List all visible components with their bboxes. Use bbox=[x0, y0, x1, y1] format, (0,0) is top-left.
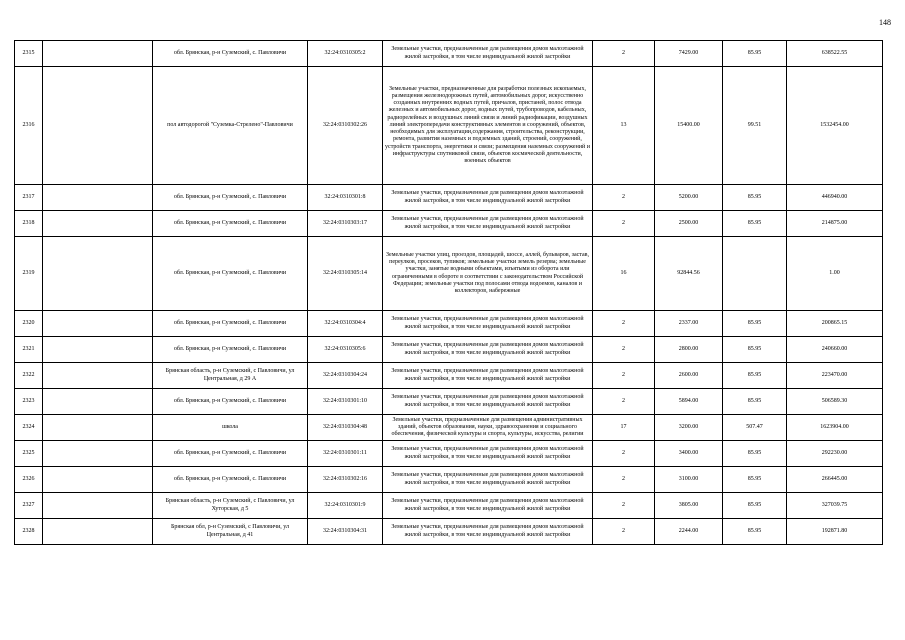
cadastral-value-cell: 200865.15 bbox=[787, 311, 883, 337]
cadastral-value-cell: 446940.00 bbox=[787, 185, 883, 211]
table-row bbox=[15, 441, 883, 467]
use-group-cell: 2 bbox=[593, 311, 655, 337]
land-use-purpose-cell: Земельные участки, предназначенные для размещения домов малоэтажной жилой застройки, в том числе индивидуальной жилой застройки bbox=[383, 519, 593, 545]
blank-cell bbox=[43, 467, 153, 493]
blank-cell bbox=[43, 67, 153, 185]
use-group-cell: 2 bbox=[593, 467, 655, 493]
cadastral-number-cell: 32:24:0310304:4 bbox=[308, 311, 383, 337]
table-row bbox=[15, 389, 883, 415]
land-use-purpose-cell: Земельные участки, предназначенные для размещения домов малоэтажной жилой застройки, в том числе индивидуальной жилой застройки bbox=[383, 311, 593, 337]
cadastral-value-cell: 192871.80 bbox=[787, 519, 883, 545]
cadastral-value-cell: 1.00 bbox=[787, 237, 883, 311]
specific-value-cell: 85.95 bbox=[723, 363, 787, 389]
row-number: 2325 bbox=[15, 441, 43, 467]
specific-value-cell: 85.95 bbox=[723, 467, 787, 493]
use-group-cell: 2 bbox=[593, 389, 655, 415]
row-number: 2315 bbox=[15, 41, 43, 67]
land-use-purpose-cell: Земельные участки, предназначенные для размещения домов малоэтажной жилой застройки, в том числе индивидуальной жилой застройки bbox=[383, 41, 593, 67]
use-group-cell: 2 bbox=[593, 519, 655, 545]
blank-cell bbox=[43, 237, 153, 311]
table-row bbox=[15, 493, 883, 519]
cadastral-value-cell: 327039.75 bbox=[787, 493, 883, 519]
cadastral-number-cell: 32:24:0310301:11 bbox=[308, 441, 383, 467]
land-use-purpose-cell: Земельные участки, предназначенные для размещения домов малоэтажной жилой застройки, в том числе индивидуальной жилой застройки bbox=[383, 467, 593, 493]
land-use-purpose-cell: Земельные участки, предназначенные для размещения домов малоэтажной жилой застройки, в том числе индивидуальной жилой застройки bbox=[383, 185, 593, 211]
use-group-cell: 2 bbox=[593, 337, 655, 363]
blank-cell bbox=[43, 519, 153, 545]
specific-value-cell: 85.95 bbox=[723, 211, 787, 237]
row-number: 2323 bbox=[15, 389, 43, 415]
use-group-cell: 2 bbox=[593, 41, 655, 67]
cadastral-value-cell: 223470.00 bbox=[787, 363, 883, 389]
blank-cell bbox=[43, 415, 153, 441]
specific-value-cell: 85.95 bbox=[723, 311, 787, 337]
specific-value-cell: 85.95 bbox=[723, 441, 787, 467]
area-cell: 7429.00 bbox=[655, 41, 723, 67]
row-number: 2317 bbox=[15, 185, 43, 211]
specific-value-cell: 85.95 bbox=[723, 493, 787, 519]
blank-cell bbox=[43, 337, 153, 363]
row-number: 2326 bbox=[15, 467, 43, 493]
cadastral-number-cell: 32:24:0310302:16 bbox=[308, 467, 383, 493]
table-row bbox=[15, 41, 883, 67]
cadastral-value-cell: 1532454.00 bbox=[787, 67, 883, 185]
address-cell: школа bbox=[153, 415, 308, 441]
row-number: 2327 bbox=[15, 493, 43, 519]
table-row bbox=[15, 311, 883, 337]
row-number: 2324 bbox=[15, 415, 43, 441]
area-cell: 2800.00 bbox=[655, 337, 723, 363]
cadastral-number-cell: 32:24:0310301:10 bbox=[308, 389, 383, 415]
area-cell: 3200.00 bbox=[655, 415, 723, 441]
area-cell: 92844.56 bbox=[655, 237, 723, 311]
blank-cell bbox=[43, 441, 153, 467]
cadastral-value-cell: 1623904.00 bbox=[787, 415, 883, 441]
land-use-purpose-cell: Земельные участки, предназначенные для размещения домов малоэтажной жилой застройки, в том числе индивидуальной жилой застройки bbox=[383, 363, 593, 389]
cadastral-number-cell: 32:24:0310305:2 bbox=[308, 41, 383, 67]
use-group-cell: 2 bbox=[593, 363, 655, 389]
cadastral-number-cell: 32:24:0310301:9 bbox=[308, 493, 383, 519]
land-use-purpose-cell: Земельные участки, предназначенные для размещения домов малоэтажной жилой застройки, в том числе индивидуальной жилой застройки bbox=[383, 211, 593, 237]
address-cell: Брянская область, р-н Суземский, с Павловичи, ул Центральная, д 29 А bbox=[153, 363, 308, 389]
area-cell: 2600.00 bbox=[655, 363, 723, 389]
specific-value-cell: 507.47 bbox=[723, 415, 787, 441]
blank-cell bbox=[43, 211, 153, 237]
table-row bbox=[15, 363, 883, 389]
specific-value-cell: 85.95 bbox=[723, 389, 787, 415]
blank-cell bbox=[43, 311, 153, 337]
land-use-purpose-cell: Земельные участки улиц, проездов, площадей, шоссе, аллей, бульваров, застав, переулков, просеков, тупиков; земельные участки земель резерва; земельные участки, занятые водными объектами, изъятыми из оборота или ограниченными в обороте в соответствии с законодательством Российской Федерации; земельные участки под полосами отвода водоемов, каналов и коллекторов, набережные bbox=[383, 237, 593, 311]
table-row bbox=[15, 185, 883, 211]
blank-cell bbox=[43, 493, 153, 519]
specific-value-cell: 85.95 bbox=[723, 41, 787, 67]
cadastral-number-cell: 32:24:0310302:26 bbox=[308, 67, 383, 185]
blank-cell bbox=[43, 185, 153, 211]
specific-value-cell: 85.95 bbox=[723, 519, 787, 545]
address-cell: обл. Брянская, р-н Суземский, с. Павловичи bbox=[153, 237, 308, 311]
area-cell: 5200.00 bbox=[655, 185, 723, 211]
table-row bbox=[15, 211, 883, 237]
address-cell: обл. Брянская, р-н Суземский, с. Павловичи bbox=[153, 441, 308, 467]
specific-value-cell: 85.95 bbox=[723, 185, 787, 211]
table-row bbox=[15, 519, 883, 545]
use-group-cell: 13 bbox=[593, 67, 655, 185]
land-use-purpose-cell: Земельные участки, предназначенные для размещения домов малоэтажной жилой застройки, в том числе индивидуальной жилой застройки bbox=[383, 441, 593, 467]
address-cell: обл. Брянская, р-н Суземский, с. Павловичи bbox=[153, 185, 308, 211]
table-row bbox=[15, 415, 883, 441]
area-cell: 3805.00 bbox=[655, 493, 723, 519]
address-cell: пол автодорогой "Суземка-Стрелено"-Павловичи bbox=[153, 67, 308, 185]
use-group-cell: 16 bbox=[593, 237, 655, 311]
address-cell: обл. Брянская, р-н Суземский, с. Павловичи bbox=[153, 211, 308, 237]
address-cell: обл. Брянская, р-н Суземский, с. Павловичи bbox=[153, 41, 308, 67]
land-use-purpose-cell: Земельные участки, предназначенные для разработки полезных ископаемых, размещения железнодорожных путей, автомобильных дорог, искусственно созданных внутренних водных путей, причалов, пристаней, полос отвода железных и автомобильных дорог, водных путей, трубопроводов, кабельных, радиорелейных и воздушных линий связи и линий радиофикации, воздушных линий электропередачи конструктивных элементов и сооружений, объектов, необходимых для эксплуатации,содержания, строительства, реконструкции, ремонта, развития наземных и подземных зданий, строений, сооружений, устройств транспорта, энергетики и связи; размещения наземных сооружений и инфраструктуры спутниковой связи, объектов космической деятельности, военных объектов bbox=[383, 67, 593, 185]
use-group-cell: 17 bbox=[593, 415, 655, 441]
use-group-cell: 2 bbox=[593, 441, 655, 467]
table-row bbox=[15, 67, 883, 185]
row-number: 2316 bbox=[15, 67, 43, 185]
cadastral-number-cell: 32:24:0310305:14 bbox=[308, 237, 383, 311]
cadastral-number-cell: 32:24:0310303:17 bbox=[308, 211, 383, 237]
cadastral-number-cell: 32:24:0310304:48 bbox=[308, 415, 383, 441]
cadastral-value-cell: 266445.00 bbox=[787, 467, 883, 493]
blank-cell bbox=[43, 389, 153, 415]
area-cell: 3400.00 bbox=[655, 441, 723, 467]
cadastral-value-cell: 506589.30 bbox=[787, 389, 883, 415]
area-cell: 3100.00 bbox=[655, 467, 723, 493]
cadastral-value-cell: 638522.55 bbox=[787, 41, 883, 67]
table-row bbox=[15, 237, 883, 311]
row-number: 2322 bbox=[15, 363, 43, 389]
use-group-cell: 2 bbox=[593, 493, 655, 519]
land-use-purpose-cell: Земельные участки, предназначенные для размещения домов малоэтажной жилой застройки, в том числе индивидуальной жилой застройки bbox=[383, 337, 593, 363]
row-number: 2318 bbox=[15, 211, 43, 237]
cadastral-number-cell: 32:24:0310301:8 bbox=[308, 185, 383, 211]
land-register-table bbox=[14, 40, 883, 545]
page-number: 148 bbox=[879, 18, 891, 27]
address-cell: обл. Брянская, р-н Суземский, с. Павловичи bbox=[153, 389, 308, 415]
cadastral-value-cell: 292230.00 bbox=[787, 441, 883, 467]
area-cell: 2500.00 bbox=[655, 211, 723, 237]
use-group-cell: 2 bbox=[593, 185, 655, 211]
cadastral-value-cell: 214875.00 bbox=[787, 211, 883, 237]
area-cell: 2244.00 bbox=[655, 519, 723, 545]
row-number: 2328 bbox=[15, 519, 43, 545]
area-cell: 2337.00 bbox=[655, 311, 723, 337]
address-cell: Брянская область, р-н Суземский, с Павловичи, ул Хуторская, д 5 bbox=[153, 493, 308, 519]
row-number: 2319 bbox=[15, 237, 43, 311]
specific-value-cell: 99.51 bbox=[723, 67, 787, 185]
cadastral-number-cell: 32:24:0310304:31 bbox=[308, 519, 383, 545]
address-cell: Брянская обл, р-н Суземский, с Павловичи, ул Центральная, д 41 bbox=[153, 519, 308, 545]
blank-cell bbox=[43, 363, 153, 389]
cadastral-number-cell: 32:24:0310305:6 bbox=[308, 337, 383, 363]
row-number: 2320 bbox=[15, 311, 43, 337]
cadastral-number-cell: 32:24:0310304:24 bbox=[308, 363, 383, 389]
use-group-cell: 2 bbox=[593, 211, 655, 237]
address-cell: обл. Брянская, р-н Суземский, с. Павловичи bbox=[153, 311, 308, 337]
table-row bbox=[15, 467, 883, 493]
land-use-purpose-cell: Земельные участки, предназначенные для размещения домов малоэтажной жилой застройки, в том числе индивидуальной жилой застройки bbox=[383, 493, 593, 519]
cadastral-value-cell: 240660.00 bbox=[787, 337, 883, 363]
address-cell: обл. Брянская, р-н Суземский, с. Павловичи bbox=[153, 337, 308, 363]
area-cell: 5894.00 bbox=[655, 389, 723, 415]
blank-cell bbox=[43, 41, 153, 67]
row-number: 2321 bbox=[15, 337, 43, 363]
land-use-purpose-cell: Земельные участки, предназначенные для размещения административных зданий, объектов образования, науки, здравоохранения и социального обеспечения, физической культуры и спорта, культуры, искусства, религии bbox=[383, 415, 593, 441]
table-row bbox=[15, 337, 883, 363]
area-cell: 15400.00 bbox=[655, 67, 723, 185]
land-use-purpose-cell: Земельные участки, предназначенные для размещения домов малоэтажной жилой застройки, в том числе индивидуальной жилой застройки bbox=[383, 389, 593, 415]
specific-value-cell bbox=[723, 237, 787, 311]
address-cell: обл. Брянская, р-н Суземский, с. Павловичи bbox=[153, 467, 308, 493]
specific-value-cell: 85.95 bbox=[723, 337, 787, 363]
